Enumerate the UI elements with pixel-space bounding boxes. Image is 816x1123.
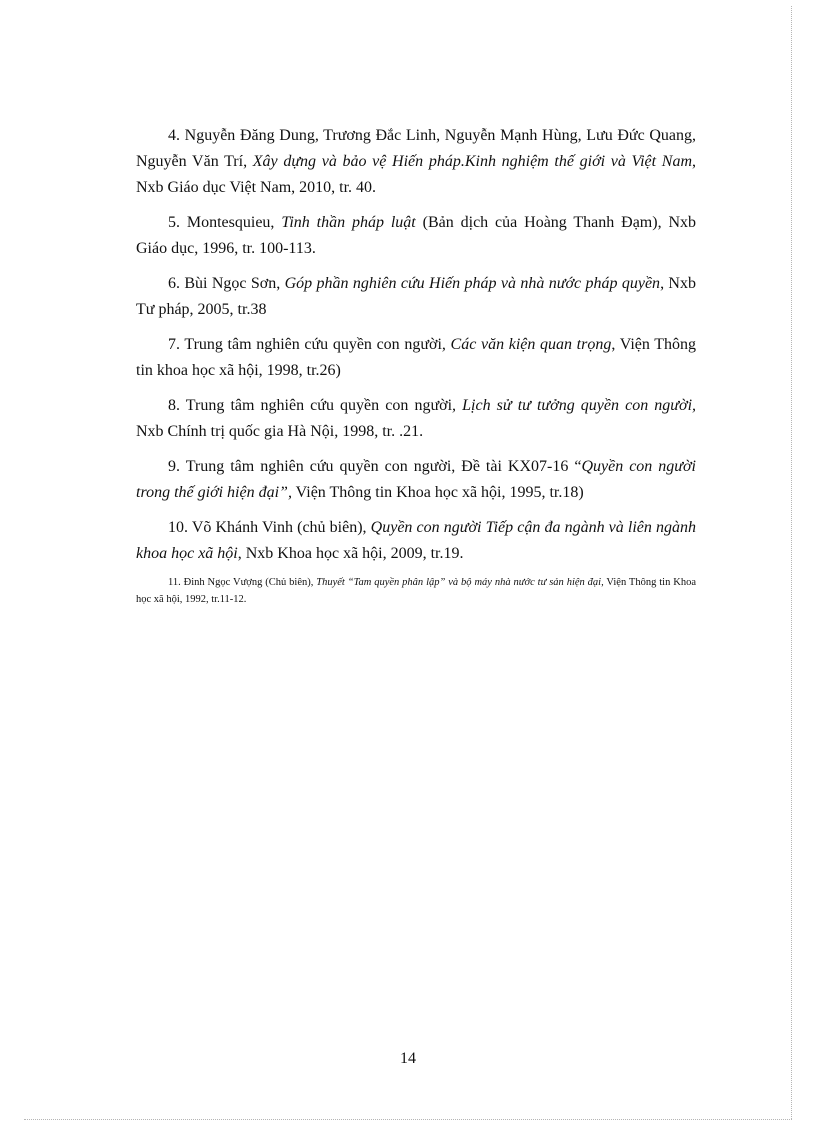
reference-item-9: 9. Trung tâm nghiên cứu quyền con người, Đề tài KX07-16 “Quyền con người trong thế giới hiện đại”, Viện Thông tin Khoa học xã hội, 1995, tr.18)	[136, 458, 697, 501]
right-page-border	[791, 6, 792, 1119]
reference-item-5: 5. Montesquieu, Tinh thần pháp luật (Bản dịch của Hoàng Thanh Đạm), Nxb Giáo dục, 1996, tr. 100-113.	[136, 214, 697, 257]
reference-item-7: 7. Trung tâm nghiên cứu quyền con người, Các văn kiện quan trọng, Viện Thông tin khoa học xã hội, 1998, tr.26)	[136, 336, 696, 379]
reference-item-6: 6. Bùi Ngọc Sơn, Góp phần nghiên cứu Hiến pháp và nhà nước pháp quyền, Nxb Tư pháp, 2005, tr.38	[136, 275, 696, 318]
reference-item-4: 4. Nguyễn Đăng Dung, Trương Đắc Linh, Nguyễn Mạnh Hùng, Lưu Đức Quang, Nguyễn Văn Trí, Xây dựng và bảo vệ Hiến pháp.Kinh nghiệm thế giới và Việt Nam, Nxb Giáo dục Việt Nam, 2010, tr. 40.	[136, 127, 697, 196]
bottom-page-border	[24, 1119, 792, 1120]
reference-item-10: 10. Võ Khánh Vinh (chủ biên), Quyền con người Tiếp cận đa ngành và liên ngành khoa học xã hội, Nxb Khoa học xã hội, 2009, tr.19.	[136, 519, 696, 562]
reference-item-11: 11. Đinh Ngọc Vượng (Chủ biên), Thuyết “Tam quyền phân lập” và bộ máy nhà nước tư sản hiện đại, Viện Thông tin Khoa học xã hội, 1992, tr.11-12.	[136, 577, 696, 605]
page-number: 14	[400, 1050, 416, 1067]
reference-list	[136, 123, 696, 617]
reference-item-8: 8. Trung tâm nghiên cứu quyền con người, Lịch sử tư tưởng quyền con người, Nxb Chính trị quốc gia Hà Nội, 1998, tr. .21.	[136, 397, 697, 440]
